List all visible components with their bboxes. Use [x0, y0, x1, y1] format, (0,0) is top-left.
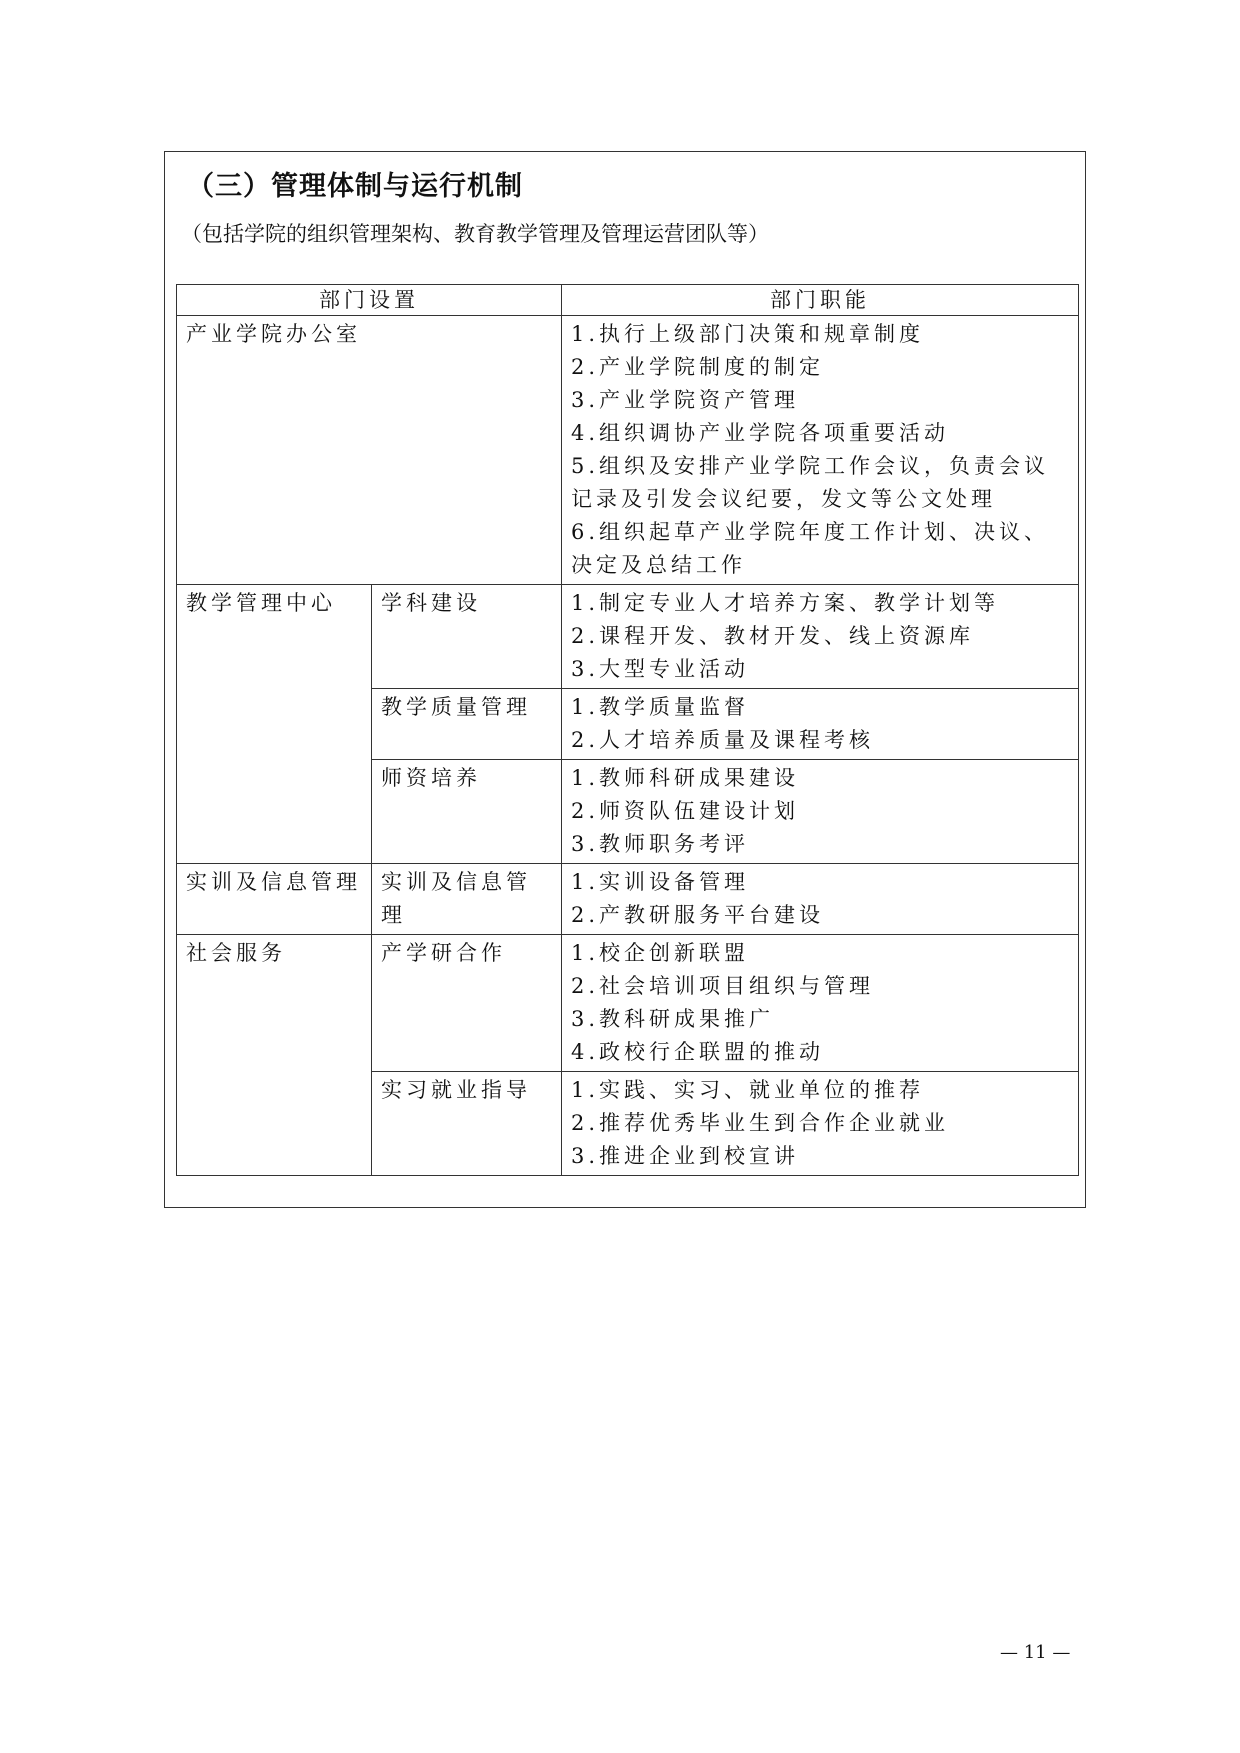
- department-table: [176, 284, 1079, 1176]
- function-item: 1.制定专业人才培养方案、教学计划等: [571, 591, 1000, 615]
- functions-cell: [562, 760, 1079, 864]
- dept-cell: 社会服务: [177, 935, 372, 1176]
- content-frame: [164, 151, 1086, 1208]
- table-row: [177, 864, 1079, 935]
- header-dept: 部门设置: [177, 285, 562, 316]
- functions-cell: [562, 585, 1079, 689]
- section-title: （三）管理体制与运行机制: [187, 171, 523, 202]
- function-item: 4.组织调协产业学院各项重要活动: [571, 421, 950, 445]
- function-item: 3.推进企业到校宣讲: [571, 1144, 800, 1168]
- function-item: 2.社会培训项目组织与管理: [571, 974, 875, 998]
- header-functions: 部门职能: [562, 285, 1079, 316]
- dept-cell: 产业学院办公室: [177, 316, 562, 585]
- page-number: — 11 —: [1000, 1642, 1071, 1663]
- table-row: [177, 585, 1079, 689]
- sub-dept-cell: 实训及信息管理: [372, 864, 562, 935]
- function-item: 1.教学质量监督: [571, 695, 750, 719]
- function-item: 6.组织起草产业学院年度工作计划、决议、决定及总结工作: [571, 520, 1050, 577]
- sub-dept-cell: 实习就业指导: [372, 1072, 562, 1176]
- function-item: 1.实训设备管理: [571, 870, 750, 894]
- function-item: 5.组织及安排产业学院工作会议，负责会议记录及引发会议纪要，发文等公文处理: [571, 454, 1050, 511]
- functions-cell: [562, 316, 1079, 585]
- table-row: [177, 316, 1079, 585]
- function-item: 1.执行上级部门决策和规章制度: [571, 322, 925, 346]
- dept-cell: 实训及信息管理: [177, 864, 372, 935]
- function-item: 1.教师科研成果建设: [571, 766, 800, 790]
- functions-cell: [562, 1072, 1079, 1176]
- function-item: 1.实践、实习、就业单位的推荐: [571, 1078, 925, 1102]
- sub-dept-cell: 产学研合作: [372, 935, 562, 1072]
- functions-cell: [562, 864, 1079, 935]
- table-header-row: [177, 285, 1079, 316]
- function-item: 2.推荐优秀毕业生到合作企业就业: [571, 1111, 950, 1135]
- sub-dept-cell: 师资培养: [372, 760, 562, 864]
- function-item: 4.政校行企联盟的推动: [571, 1040, 825, 1064]
- function-item: 3.教科研成果推广: [571, 1007, 775, 1031]
- function-item: 1.校企创新联盟: [571, 941, 750, 965]
- function-item: 2.课程开发、教材开发、线上资源库: [571, 624, 975, 648]
- function-item: 2.产业学院制度的制定: [571, 355, 825, 379]
- section-subtitle: （包括学院的组织管理架构、教育教学管理及管理运营团队等）: [181, 222, 769, 246]
- function-item: 3.产业学院资产管理: [571, 388, 800, 412]
- functions-cell: [562, 935, 1079, 1072]
- sub-dept-cell: 学科建设: [372, 585, 562, 689]
- sub-dept-cell: 教学质量管理: [372, 689, 562, 760]
- function-item: 2.师资队伍建设计划: [571, 799, 800, 823]
- function-item: 3.教师职务考评: [571, 832, 750, 856]
- function-item: 2.产教研服务平台建设: [571, 903, 825, 927]
- dept-cell: 教学管理中心: [177, 585, 372, 864]
- functions-cell: [562, 689, 1079, 760]
- table-row: [177, 935, 1079, 1072]
- function-item: 2.人才培养质量及课程考核: [571, 728, 875, 752]
- function-item: 3.大型专业活动: [571, 657, 750, 681]
